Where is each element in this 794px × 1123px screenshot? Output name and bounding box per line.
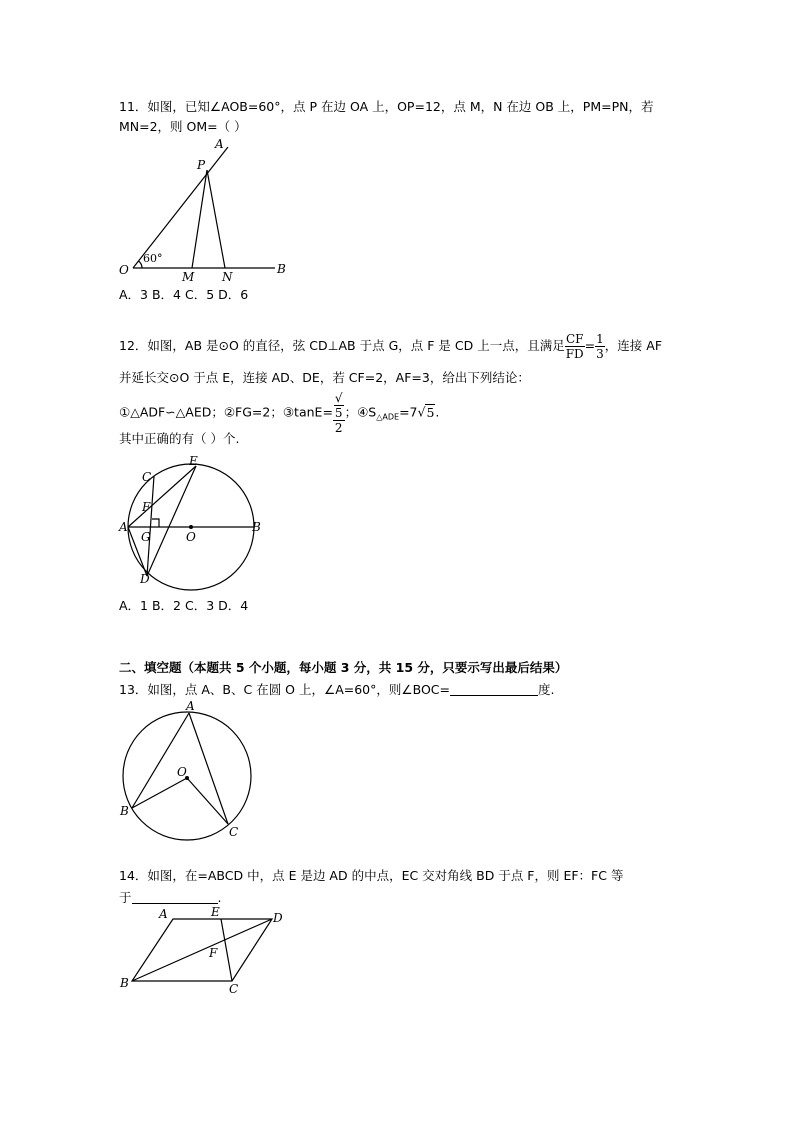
q12-line3-c: =7 [399,404,418,420]
q12-label-F: F [142,500,151,514]
q12-line3-b: ；④S [344,404,377,420]
q11-label-N: N [222,270,233,284]
q11-text-line2: MN=2，则 OM=（ ） [119,119,247,134]
q12-line3-a: ①△ADF∽△AED；②FG=2；③tanE= [119,404,333,420]
q14-label-D: D [273,911,283,925]
q14-label-C: C [229,982,239,996]
q14-label-B: B [120,976,129,990]
q12-tan-root: 5 [334,406,343,420]
q13-text-post: 度. [537,682,555,697]
q11-label-M: M [182,270,195,284]
section2-heading: 二、填空题（本题共 5 个小题，每小题 3 分，共 15 分，只要示写出最后结果） [119,660,568,675]
q12-label-A: A [119,520,128,534]
q14-label-F: F [209,946,218,960]
q13-label-O: O [177,765,187,779]
q11-label-P: P [197,158,206,172]
q12-label-B: B [252,520,261,534]
q12-ratio-right-den: 3 [596,347,604,361]
q12-tan-num: √ 5 [334,391,343,420]
q14-line2-post: . [217,890,222,905]
q12-tan-den: 2 [334,421,343,435]
q12-area-subscript: △ADE [376,412,400,422]
q12-line1-pre: 12．如图，AB 是⊙O 的直径，弦 CD⊥AB 于点 G，点 F 是 CD 上一点，且满足 [119,338,565,353]
q12-options: A．1 B．2 C．3 D．4 [119,598,249,613]
q11-text-line1: 11．如图，已知∠AOB=60°，点 P 在边 OA 上，OP=12，点 M，N 在边 OB 上，PM=PN，若 [119,99,654,114]
q12-line3-end: . [435,404,440,420]
q13-label-C: C [229,825,239,839]
q12-label-E: E [189,454,198,468]
q13-label-A: A [186,699,195,713]
q14-text-line1: 14．如图，在=ABCD 中，点 E 是边 AD 的中点，EC 交对角线 BD 于点 F，则 EF：FC 等 [119,868,624,883]
q14-label-E: E [211,905,220,919]
q12-label-C: C [142,470,152,484]
q13-label-B: B [120,804,129,818]
q11-label-B: B [277,262,286,276]
q11-label-O: O [119,263,129,277]
q12-ratio-right-num: 1 [596,332,604,346]
q12-label-O: O [186,530,196,544]
q11-options: A．3 B．4 C．5 D．6 [119,287,249,302]
q12-ratio-left-num: CF [565,332,584,346]
q12-line1-post: ，连接 AF [604,338,663,353]
q12-area-root: 5 [426,404,435,420]
q12-text-line4: 其中正确的有（ ）个. [119,431,240,446]
q12-text-line2: 并延长交⊙O 于点 E，连接 AD、DE，若 CF=2，AF=3，给出下列结论： [119,370,530,385]
q12-ratio-eq: = [584,338,596,353]
q11-angle-label: 60° [143,252,163,265]
q12-ratio-left-den: FD [565,347,584,361]
q12-text-line3: ①△ADF∽△AED；②FG=2；③tanE= √ 5 2 ；$④S_{\triangle ADE}=7√5$. [119,391,440,435]
q11-label-A: A [215,137,224,151]
q12-label-D: D [140,572,150,586]
q14-label-A: A [159,907,168,921]
q12-label-G: G [141,530,151,544]
q14-line2-pre: 于 [119,890,132,905]
q13-text-pre: 13．如图，点 A、B、C 在圆 O 上，∠A=60°，则∠BOC= [119,682,450,697]
